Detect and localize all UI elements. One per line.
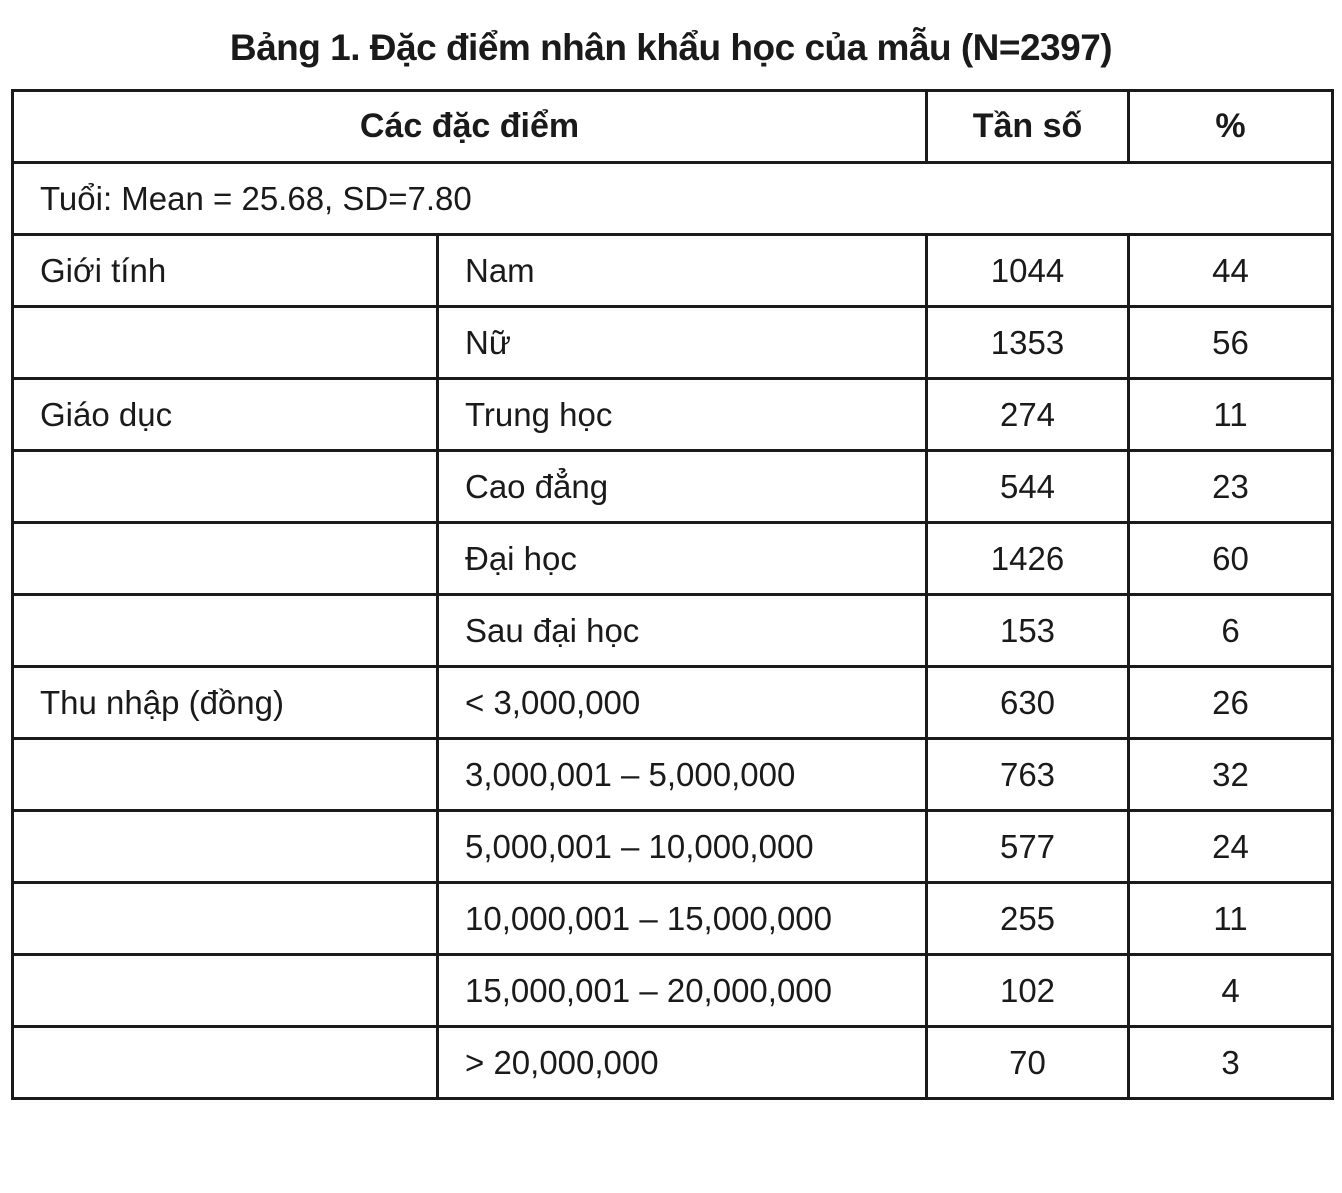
table-row bbox=[13, 955, 1333, 1027]
table-title: Bảng 1. Đặc điểm nhân khẩu học của mẫu (N=2397) bbox=[229, 27, 1113, 68]
demographics-table bbox=[11, 89, 1334, 1100]
table-row bbox=[13, 883, 1333, 955]
header-frequency: Tần số bbox=[927, 91, 1129, 163]
frequency-cell: 274 bbox=[927, 379, 1129, 451]
group-cell: Thu nhập (đồng) bbox=[13, 667, 438, 739]
group-cell bbox=[13, 739, 438, 811]
category-cell: Nam bbox=[438, 235, 927, 307]
group-cell bbox=[13, 811, 438, 883]
header-percent: % bbox=[1129, 91, 1333, 163]
group-cell bbox=[13, 1027, 438, 1099]
table-row bbox=[13, 667, 1333, 739]
category-cell: Trung học bbox=[438, 379, 927, 451]
group-cell: Giới tính bbox=[13, 235, 438, 307]
percent-cell: 26 bbox=[1129, 667, 1333, 739]
category-cell: 10,000,001 – 15,000,000 bbox=[438, 883, 927, 955]
group-cell bbox=[13, 883, 438, 955]
frequency-cell: 1426 bbox=[927, 523, 1129, 595]
table-row bbox=[13, 235, 1333, 307]
category-cell: > 20,000,000 bbox=[438, 1027, 927, 1099]
percent-cell: 11 bbox=[1129, 883, 1333, 955]
category-cell: Cao đẳng bbox=[438, 451, 927, 523]
percent-cell: 4 bbox=[1129, 955, 1333, 1027]
percent-cell: 60 bbox=[1129, 523, 1333, 595]
percent-cell: 24 bbox=[1129, 811, 1333, 883]
frequency-cell: 544 bbox=[927, 451, 1129, 523]
percent-cell: 6 bbox=[1129, 595, 1333, 667]
group-cell bbox=[13, 955, 438, 1027]
percent-cell: 23 bbox=[1129, 451, 1333, 523]
table-row bbox=[13, 379, 1333, 451]
header-characteristics: Các đặc điểm bbox=[13, 91, 927, 163]
table-row bbox=[13, 739, 1333, 811]
category-cell: < 3,000,000 bbox=[438, 667, 927, 739]
frequency-cell: 1044 bbox=[927, 235, 1129, 307]
group-cell bbox=[13, 451, 438, 523]
percent-cell: 56 bbox=[1129, 307, 1333, 379]
category-cell: Đại học bbox=[438, 523, 927, 595]
category-cell: 3,000,001 – 5,000,000 bbox=[438, 739, 927, 811]
table-row bbox=[13, 811, 1333, 883]
age-row bbox=[13, 163, 1333, 235]
group-cell bbox=[13, 595, 438, 667]
table-row bbox=[13, 1027, 1333, 1099]
frequency-cell: 763 bbox=[927, 739, 1129, 811]
header-row bbox=[13, 91, 1333, 163]
category-cell: 5,000,001 – 10,000,000 bbox=[438, 811, 927, 883]
category-cell: 15,000,001 – 20,000,000 bbox=[438, 955, 927, 1027]
table-row bbox=[13, 307, 1333, 379]
frequency-cell: 102 bbox=[927, 955, 1129, 1027]
percent-cell: 11 bbox=[1129, 379, 1333, 451]
percent-cell: 44 bbox=[1129, 235, 1333, 307]
frequency-cell: 1353 bbox=[927, 307, 1129, 379]
frequency-cell: 577 bbox=[927, 811, 1129, 883]
percent-cell: 32 bbox=[1129, 739, 1333, 811]
group-cell bbox=[13, 523, 438, 595]
frequency-cell: 70 bbox=[927, 1027, 1129, 1099]
category-cell: Nữ bbox=[438, 307, 927, 379]
table-row bbox=[13, 595, 1333, 667]
group-cell bbox=[13, 307, 438, 379]
category-cell: Sau đại học bbox=[438, 595, 927, 667]
frequency-cell: 630 bbox=[927, 667, 1129, 739]
frequency-cell: 153 bbox=[927, 595, 1129, 667]
group-cell: Giáo dục bbox=[13, 379, 438, 451]
frequency-cell: 255 bbox=[927, 883, 1129, 955]
table-row bbox=[13, 523, 1333, 595]
age-summary: Tuổi: Mean = 25.68, SD=7.80 bbox=[13, 163, 1333, 235]
table-row bbox=[13, 451, 1333, 523]
percent-cell: 3 bbox=[1129, 1027, 1333, 1099]
